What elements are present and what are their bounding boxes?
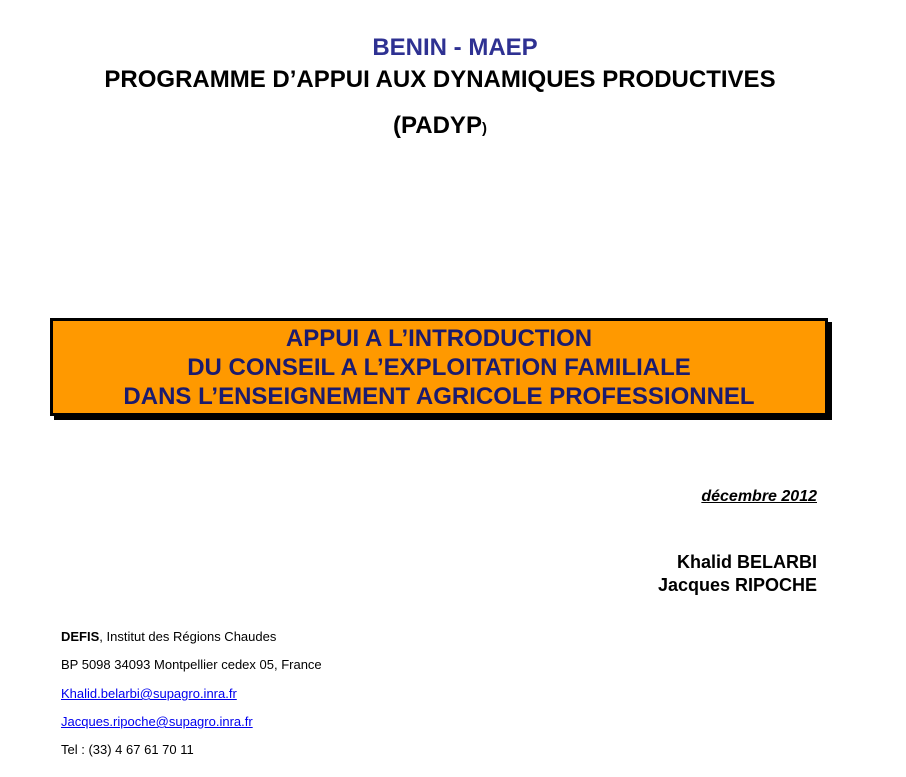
title-line-1: APPUI A L’INTRODUCTION xyxy=(285,324,593,352)
contact-telephone: Tel : (33) 4 67 61 70 11 xyxy=(61,742,194,757)
document-title-box xyxy=(50,318,828,416)
organization-name: DEFIS xyxy=(61,629,100,644)
contact-organization xyxy=(61,629,276,644)
author-name-1: Khalid BELARBI xyxy=(676,552,817,572)
contact-email-2 xyxy=(61,714,253,729)
title-line-3: DANS L’ENSEIGNEMENT AGRICOLE PROFESSIONNEL xyxy=(123,382,755,410)
acronym-text: (PADYP xyxy=(393,112,482,139)
acronym-close-paren: ) xyxy=(481,120,487,137)
author-name-2: Jacques RIPOCHE xyxy=(657,575,817,595)
program-title: PROGRAMME D’APPUI AUX DYNAMIQUES PRODUCTIVES xyxy=(104,66,776,93)
contact-email-1 xyxy=(61,686,237,701)
email-link-belarbi[interactable]: Khalid.belarbi@supagro.inra.fr xyxy=(61,686,237,701)
organization-description: , Institut des Régions Chaudes xyxy=(99,629,277,644)
country-ministry-heading: BENIN - MAEP xyxy=(372,34,538,61)
email-link-ripoche[interactable]: Jacques.ripoche@supagro.inra.fr xyxy=(61,714,253,729)
contact-address: BP 5098 34093 Montpellier cedex 05, France xyxy=(61,657,322,672)
publication-date: décembre 2012 xyxy=(701,488,817,505)
title-line-2: DU CONSEIL A L’EXPLOITATION FAMILIALE xyxy=(187,353,691,381)
program-acronym xyxy=(0,112,880,140)
